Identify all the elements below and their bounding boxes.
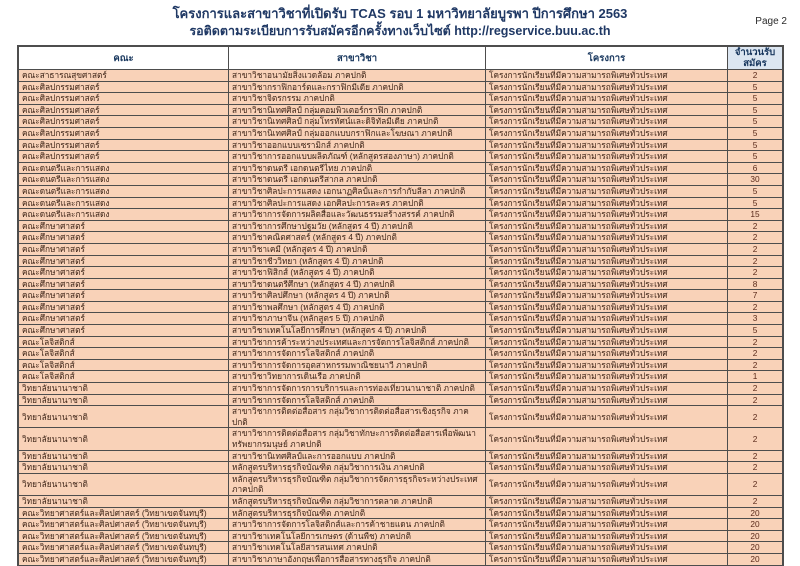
program-cell: สาขาวิชาการติดต่อสื่อสาร กลุ่มวิชาทักษะการติดต่อสื่อสารเพื่อพัฒนาทรัพยากรมนุษย์ ภาคปกติ [229,428,486,450]
project-cell: โครงการนักเรียนที่มีความสามารถพิเศษทั่วประเทศ [486,348,728,360]
faculty-cell: คณะศึกษาศาสตร์ [19,278,229,290]
project-cell: โครงการนักเรียนที่มีความสามารถพิเศษทั่วประเทศ [486,162,728,174]
program-cell: สาขาวิชาการจัดการผลิตสื่อและวัฒนธรรมสร้างสรรค์ ภาคปกติ [229,209,486,221]
count-cell: 20 [728,542,783,554]
faculty-cell: คณะวิทยาศาสตร์และศิลปศาสตร์ (วิทยาเขตจันทบุรี) [19,553,229,565]
faculty-cell: วิทยาลัยนานาชาติ [19,473,229,495]
program-cell: สาขาวิชาออกแบบเซรามิกส์ ภาคปกติ [229,139,486,151]
count-cell: 5 [728,81,783,93]
project-cell: โครงการนักเรียนที่มีความสามารถพิเศษทั่วประเทศ [486,127,728,139]
count-cell: 2 [728,301,783,313]
header-project: โครงการ [486,47,728,70]
project-cell: โครงการนักเรียนที่มีความสามารถพิเศษทั่วประเทศ [486,70,728,82]
program-cell: สาขาวิชานิเทศศิลป์ กลุ่มออกแบบกราฟิกและโฆษณา ภาคปกติ [229,127,486,139]
project-cell: โครงการนักเรียนที่มีความสามารถพิเศษทั่วประเทศ [486,255,728,267]
faculty-cell: วิทยาลัยนานาชาติ [19,406,229,428]
count-cell: 5 [728,151,783,163]
program-cell: สาขาวิชาศิลปศึกษา (หลักสูตร 4 ปี) ภาคปกติ [229,290,486,302]
count-cell: 2 [728,336,783,348]
project-cell: โครงการนักเรียนที่มีความสามารถพิเศษทั่วประเทศ [486,495,728,507]
page-number-label: Page 2 [755,16,787,27]
table-row [19,473,783,495]
project-cell: โครงการนักเรียนที่มีความสามารถพิเศษทั่วประเทศ [486,232,728,244]
program-cell: สาขาวิชาเทคโนโลยีการศึกษา (หลักสูตร 4 ปี) ภาคปกติ [229,325,486,337]
project-cell: โครงการนักเรียนที่มีความสามารถพิเศษทั่วประเทศ [486,267,728,279]
count-cell: 20 [728,530,783,542]
document-title [0,5,800,40]
count-cell: 2 [728,255,783,267]
table-row [19,371,783,383]
table-row [19,162,783,174]
table-row [19,104,783,116]
table-row [19,209,783,221]
faculty-cell: วิทยาลัยนานาชาติ [19,495,229,507]
program-cell: สาขาวิชาการจัดการโลจิสติกส์ ภาคปกติ [229,348,486,360]
faculty-cell: คณะโลจิสติกส์ [19,336,229,348]
program-cell: สาขาวิชาภาษาจีน (หลักสูตร 5 ปี) ภาคปกติ [229,313,486,325]
program-cell: สาขาวิชาศิลปะการแสดง เอกนาฏศิลป์และการกำกับลีลา ภาคปกติ [229,185,486,197]
header-row [19,47,783,70]
count-cell: 1 [728,371,783,383]
faculty-cell: วิทยาลัยนานาชาติ [19,450,229,462]
count-cell: 30 [728,174,783,186]
table-row [19,348,783,360]
table-row [19,383,783,395]
table-row [19,70,783,82]
count-cell: 2 [728,348,783,360]
count-cell: 2 [728,406,783,428]
faculty-cell: คณะศิลปกรรมศาสตร์ [19,81,229,93]
count-cell: 2 [728,473,783,495]
table-row [19,243,783,255]
count-cell: 5 [728,197,783,209]
table-row [19,313,783,325]
faculty-cell: คณะวิทยาศาสตร์และศิลปศาสตร์ (วิทยาเขตจันทบุรี) [19,519,229,531]
project-cell: โครงการนักเรียนที่มีความสามารถพิเศษทั่วประเทศ [486,553,728,565]
count-cell: 20 [728,519,783,531]
table-row [19,81,783,93]
project-cell: โครงการนักเรียนที่มีความสามารถพิเศษทั่วประเทศ [486,290,728,302]
project-cell: โครงการนักเรียนที่มีความสามารถพิเศษทั่วประเทศ [486,507,728,519]
project-cell: โครงการนักเรียนที่มีความสามารถพิเศษทั่วประเทศ [486,174,728,186]
table-row [19,507,783,519]
faculty-cell: คณะโลจิสติกส์ [19,371,229,383]
program-cell: สาขาวิชาการจัดการการบริการและการท่องเที่ยวนานาชาติ ภาคปกติ [229,383,486,395]
header-program: สาขาวิชา [229,47,486,70]
program-cell: สาขาวิชาพลศึกษา (หลักสูตร 4 ปี) ภาคปกติ [229,301,486,313]
project-cell: โครงการนักเรียนที่มีความสามารถพิเศษทั่วประเทศ [486,197,728,209]
faculty-cell: คณะศิลปกรรมศาสตร์ [19,104,229,116]
program-cell: สาขาวิชาการศึกษาปฐมวัย (หลักสูตร 4 ปี) ภาคปกติ [229,220,486,232]
program-cell: สาขาวิชาอนามัยสิ่งแวดล้อม ภาคปกติ [229,70,486,82]
count-cell: 5 [728,185,783,197]
faculty-cell: คณะศิลปกรรมศาสตร์ [19,93,229,105]
count-cell: 2 [728,359,783,371]
program-cell: สาขาวิชาดนตรี เอกดนตรีสากล ภาคปกติ [229,174,486,186]
count-cell: 5 [728,93,783,105]
faculty-cell: วิทยาลัยนานาชาติ [19,428,229,450]
table-row [19,151,783,163]
program-cell: สาขาวิชาเทคโนโลยีการเกษตร (ด้านพืช) ภาคปกติ [229,530,486,542]
project-cell: โครงการนักเรียนที่มีความสามารถพิเศษทั่วประเทศ [486,462,728,474]
table-row [19,428,783,450]
faculty-cell: คณะศิลปกรรมศาสตร์ [19,139,229,151]
count-cell: 3 [728,313,783,325]
faculty-cell: คณะดนตรีและการแสดง [19,174,229,186]
count-cell: 6 [728,162,783,174]
count-cell: 8 [728,278,783,290]
count-cell: 20 [728,507,783,519]
count-cell: 2 [728,232,783,244]
table-row [19,290,783,302]
faculty-cell: คณะศิลปกรรมศาสตร์ [19,151,229,163]
faculty-cell: คณะวิทยาศาสตร์และศิลปศาสตร์ (วิทยาเขตจันทบุรี) [19,530,229,542]
table-row [19,278,783,290]
header-count: จำนวนรับสมัคร [728,47,783,70]
faculty-cell: คณะศึกษาศาสตร์ [19,313,229,325]
project-cell: โครงการนักเรียนที่มีความสามารถพิเศษทั่วประเทศ [486,220,728,232]
program-cell: หลักสูตรบริหารธุรกิจบัณฑิต ภาคปกติ [229,507,486,519]
program-cell: สาขาวิชาดนตรี เอกดนตรีไทย ภาคปกติ [229,162,486,174]
project-cell: โครงการนักเรียนที่มีความสามารถพิเศษทั่วประเทศ [486,383,728,395]
program-cell: สาขาวิชาการออกแบบผลิตภัณฑ์ (หลักสูตรสองภาษา) ภาคปกติ [229,151,486,163]
project-cell: โครงการนักเรียนที่มีความสามารถพิเศษทั่วประเทศ [486,530,728,542]
faculty-cell: คณะดนตรีและการแสดง [19,162,229,174]
faculty-cell: คณะศึกษาศาสตร์ [19,243,229,255]
project-cell: โครงการนักเรียนที่มีความสามารถพิเศษทั่วประเทศ [486,313,728,325]
project-cell: โครงการนักเรียนที่มีความสามารถพิเศษทั่วประเทศ [486,371,728,383]
program-cell: สาขาวิชาเคมี (หลักสูตร 4 ปี) ภาคปกติ [229,243,486,255]
project-cell: โครงการนักเรียนที่มีความสามารถพิเศษทั่วประเทศ [486,394,728,406]
project-cell: โครงการนักเรียนที่มีความสามารถพิเศษทั่วประเทศ [486,325,728,337]
project-cell: โครงการนักเรียนที่มีความสามารถพิเศษทั่วประเทศ [486,116,728,128]
program-cell: สาขาวิชานิเทศศิลป์ กลุ่มคอมพิวเตอร์กราฟิก ภาคปกติ [229,104,486,116]
table-row [19,116,783,128]
program-cell: สาขาวิชาคณิตศาสตร์ (หลักสูตร 4 ปี) ภาคปกติ [229,232,486,244]
count-cell: 2 [728,70,783,82]
count-cell: 5 [728,104,783,116]
program-cell: สาขาวิชาวิทยาการเดินเรือ ภาคปกติ [229,371,486,383]
table-row [19,325,783,337]
table-row [19,530,783,542]
count-cell: 2 [728,267,783,279]
faculty-cell: คณะศึกษาศาสตร์ [19,325,229,337]
program-cell: สาขาวิชาการค้าระหว่างประเทศและการจัดการโลจิสติกส์ ภาคปกติ [229,336,486,348]
table-row [19,197,783,209]
faculty-cell: คณะศึกษาศาสตร์ [19,267,229,279]
table-row [19,450,783,462]
project-cell: โครงการนักเรียนที่มีความสามารถพิเศษทั่วประเทศ [486,81,728,93]
program-cell: สาขาวิชากราฟิกอาร์ตและกราฟิกมีเดีย ภาคปกติ [229,81,486,93]
project-cell: โครงการนักเรียนที่มีความสามารถพิเศษทั่วประเทศ [486,104,728,116]
table-row [19,301,783,313]
count-cell: 5 [728,116,783,128]
table-row [19,174,783,186]
project-cell: โครงการนักเรียนที่มีความสามารถพิเศษทั่วประเทศ [486,151,728,163]
program-cell: สาขาวิชาการจัดการอุตสาหกรรมพาณิชยนาวี ภาคปกติ [229,359,486,371]
program-cell: สาขาวิชาการจัดการโลจิสติกส์และการค้าชายแดน ภาคปกติ [229,519,486,531]
project-cell: โครงการนักเรียนที่มีความสามารถพิเศษทั่วประเทศ [486,93,728,105]
program-cell: สาขาวิชาการติดต่อสื่อสาร กลุ่มวิชาการติดต่อสื่อสารเชิงธุรกิจ ภาคปกติ [229,406,486,428]
title-line-1: โครงการและสาขาวิชาที่เปิดรับ TCAS รอบ 1 มหาวิทยาลัยบูรพา ปีการศึกษา 2563 [172,6,628,21]
faculty-cell: คณะสาธารณสุขศาสตร์ [19,70,229,82]
program-cell: หลักสูตรบริหารธุรกิจบัณฑิต กลุ่มวิชาการจัดการธุรกิจระหว่างประเทศ ภาคปกติ [229,473,486,495]
program-cell: สาขาวิชานิเทศศิลป์ กลุ่มโทรทัศน์และดิจิทัลมีเดีย ภาคปกติ [229,116,486,128]
program-cell: สาขาวิชาการจัดการโลจิสติกส์ ภาคปกติ [229,394,486,406]
faculty-cell: คณะศึกษาศาสตร์ [19,232,229,244]
table-row [19,462,783,474]
table-row [19,127,783,139]
program-cell: สาขาวิชาภาษาอังกฤษเพื่อการสื่อสารทางธุรกิจ ภาคปกติ [229,553,486,565]
faculty-cell: วิทยาลัยนานาชาติ [19,462,229,474]
program-cell: สาขาวิชาเทคโนโลยีสารสนเทศ ภาคปกติ [229,542,486,554]
table-row [19,220,783,232]
project-cell: โครงการนักเรียนที่มีความสามารถพิเศษทั่วประเทศ [486,428,728,450]
program-cell: สาขาวิชาศิลปะการแสดง เอกศิลปะการละคร ภาคปกติ [229,197,486,209]
table-row [19,336,783,348]
program-cell: สาขาวิชาจิตรกรรม ภาคปกติ [229,93,486,105]
faculty-cell: คณะโลจิสติกส์ [19,359,229,371]
faculty-cell: คณะดนตรีและการแสดง [19,197,229,209]
table-row [19,255,783,267]
table-row [19,394,783,406]
project-cell: โครงการนักเรียนที่มีความสามารถพิเศษทั่วประเทศ [486,542,728,554]
count-cell: 2 [728,383,783,395]
project-cell: โครงการนักเรียนที่มีความสามารถพิเศษทั่วประเทศ [486,243,728,255]
table-row [19,267,783,279]
project-cell: โครงการนักเรียนที่มีความสามารถพิเศษทั่วประเทศ [486,519,728,531]
faculty-cell: คณะศึกษาศาสตร์ [19,255,229,267]
faculty-cell: คณะศิลปกรรมศาสตร์ [19,127,229,139]
faculty-cell: คณะวิทยาศาสตร์และศิลปศาสตร์ (วิทยาเขตจันทบุรี) [19,542,229,554]
faculty-cell: วิทยาลัยนานาชาติ [19,383,229,395]
faculty-cell: คณะศิลปกรรมศาสตร์ [19,116,229,128]
faculty-cell: คณะวิทยาศาสตร์และศิลปศาสตร์ (วิทยาเขตจันทบุรี) [19,507,229,519]
table-row [19,519,783,531]
table-row [19,232,783,244]
faculty-cell: คณะดนตรีและการแสดง [19,209,229,221]
count-cell: 2 [728,394,783,406]
table-row [19,406,783,428]
program-cell: สาขาวิชาชีววิทยา (หลักสูตร 4 ปี) ภาคปกติ [229,255,486,267]
project-cell: โครงการนักเรียนที่มีความสามารถพิเศษทั่วประเทศ [486,450,728,462]
table-row [19,553,783,565]
table-body [19,70,783,566]
project-cell: โครงการนักเรียนที่มีความสามารถพิเศษทั่วประเทศ [486,473,728,495]
program-cell: หลักสูตรบริหารธุรกิจบัณฑิต กลุ่มวิชาการเงิน ภาคปกติ [229,462,486,474]
project-cell: โครงการนักเรียนที่มีความสามารถพิเศษทั่วประเทศ [486,336,728,348]
table-row [19,359,783,371]
count-cell: 5 [728,127,783,139]
count-cell: 2 [728,450,783,462]
project-cell: โครงการนักเรียนที่มีความสามารถพิเศษทั่วประเทศ [486,139,728,151]
count-cell: 2 [728,243,783,255]
table-header [19,47,783,70]
header-faculty: คณะ [19,47,229,70]
count-cell: 15 [728,209,783,221]
project-cell: โครงการนักเรียนที่มีความสามารถพิเศษทั่วประเทศ [486,301,728,313]
faculty-cell: คณะดนตรีและการแสดง [19,185,229,197]
count-cell: 7 [728,290,783,302]
program-cell: สาขาวิชานิเทศศิลป์และการออกแบบ ภาคปกติ [229,450,486,462]
faculty-cell: คณะศึกษาศาสตร์ [19,301,229,313]
table-row [19,542,783,554]
count-cell: 2 [728,220,783,232]
table-row [19,185,783,197]
table-row [19,495,783,507]
title-line-2: รอติดตามระเบียบการรับสมัครอีกครั้งทางเว็บไซต์ http://regservice.buu.ac.th [189,24,611,38]
count-cell: 5 [728,325,783,337]
count-cell: 5 [728,139,783,151]
faculty-cell: คณะโลจิสติกส์ [19,348,229,360]
project-cell: โครงการนักเรียนที่มีความสามารถพิเศษทั่วประเทศ [486,406,728,428]
table-row [19,139,783,151]
program-cell: สาขาวิชาฟิสิกส์ (หลักสูตร 4 ปี) ภาคปกติ [229,267,486,279]
faculty-cell: คณะศึกษาศาสตร์ [19,290,229,302]
count-cell: 2 [728,428,783,450]
project-cell: โครงการนักเรียนที่มีความสามารถพิเศษทั่วประเทศ [486,185,728,197]
count-cell: 2 [728,495,783,507]
project-cell: โครงการนักเรียนที่มีความสามารถพิเศษทั่วประเทศ [486,209,728,221]
faculty-cell: วิทยาลัยนานาชาติ [19,394,229,406]
count-cell: 20 [728,553,783,565]
program-cell: สาขาวิชาดนตรีศึกษา (หลักสูตร 4 ปี) ภาคปกติ [229,278,486,290]
faculty-cell: คณะศึกษาศาสตร์ [19,220,229,232]
project-cell: โครงการนักเรียนที่มีความสามารถพิเศษทั่วประเทศ [486,278,728,290]
program-cell: หลักสูตรบริหารธุรกิจบัณฑิต กลุ่มวิชาการตลาด ภาคปกติ [229,495,486,507]
project-cell: โครงการนักเรียนที่มีความสามารถพิเศษทั่วประเทศ [486,359,728,371]
count-cell: 2 [728,462,783,474]
programs-table [18,46,783,566]
table-row [19,93,783,105]
